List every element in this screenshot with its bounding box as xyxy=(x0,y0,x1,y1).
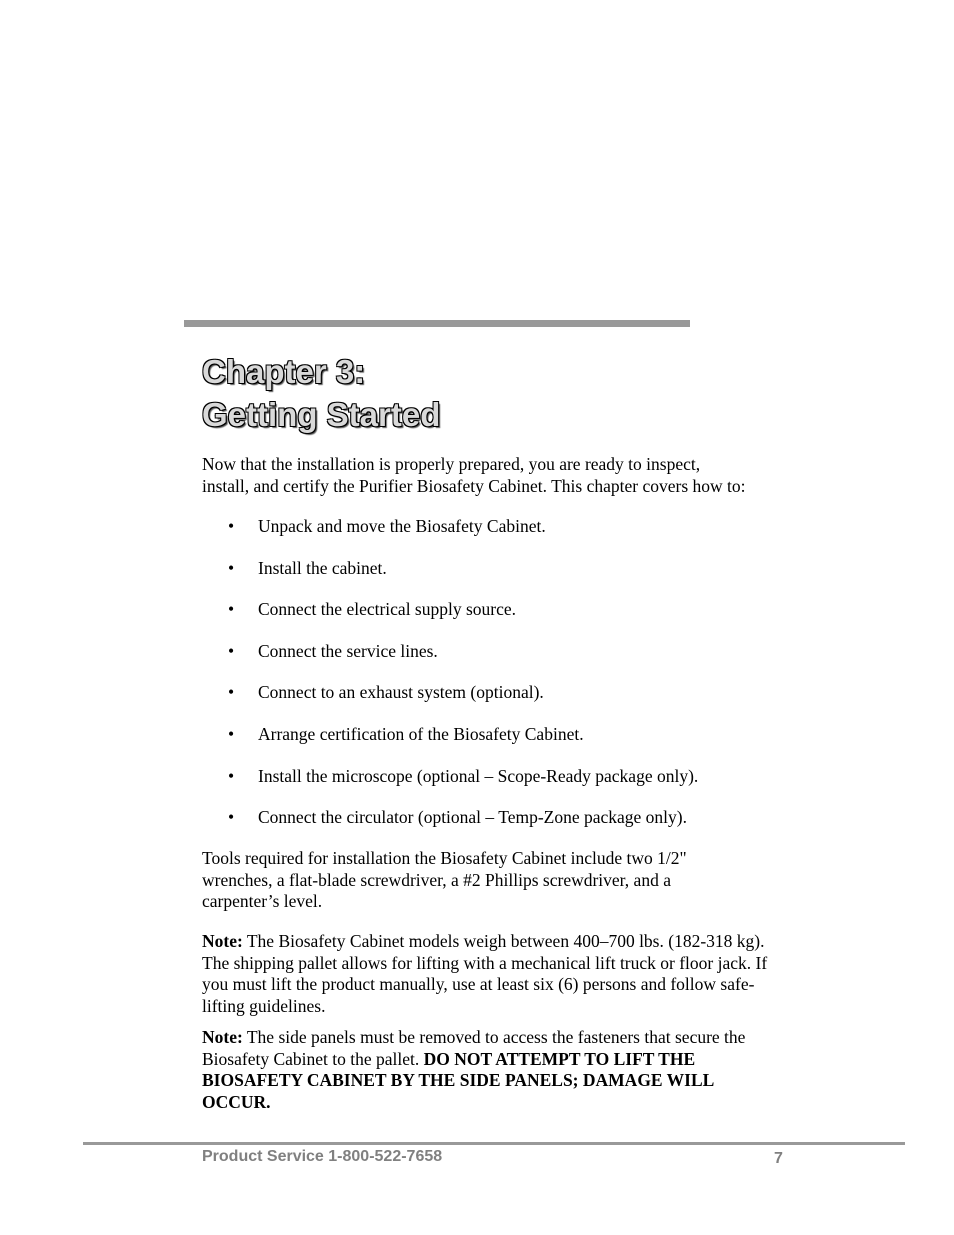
list-item xyxy=(228,516,698,558)
note-text: The Biosafety Cabinet models weigh between 400–700 lbs. (182-318 kg). xyxy=(242,931,765,951)
list-item-text: Install the cabinet. xyxy=(258,557,387,578)
note-label: Note: xyxy=(202,931,243,951)
bullet-icon: • xyxy=(228,723,235,744)
bullet-icon: • xyxy=(228,765,235,786)
chapter-top-rule xyxy=(184,320,690,327)
side-panel-note xyxy=(202,1027,822,1113)
list-item xyxy=(228,682,698,724)
bullet-icon: • xyxy=(228,516,235,536)
bullet-icon: • xyxy=(228,557,235,578)
list-item xyxy=(228,641,698,683)
footer-rule xyxy=(83,1142,905,1145)
intro-line: install, and certify the Purifier Biosafety Cabinet. This chapter covers how to: xyxy=(202,475,746,496)
list-item xyxy=(228,724,698,766)
page-number: 7 xyxy=(774,1150,783,1167)
bullet-icon: • xyxy=(228,599,235,620)
chapter-title xyxy=(202,350,440,436)
chapter-name: Getting Started xyxy=(202,396,441,433)
note-label: Note: xyxy=(202,1027,243,1047)
note-text: Biosafety Cabinet to the pallet. xyxy=(202,1048,424,1069)
list-item xyxy=(228,766,698,808)
bullet-icon: • xyxy=(228,807,235,828)
intro-line: Now that the installation is properly prepared, you are ready to inspect, xyxy=(202,454,701,474)
weight-note xyxy=(202,931,822,1017)
note-text: The side panels must be removed to access the fasteners that secure the xyxy=(242,1027,746,1047)
tools-paragraph xyxy=(202,848,822,913)
list-item-text: Connect the electrical supply source. xyxy=(258,599,517,620)
list-item-text: Unpack and move the Biosafety Cabinet. xyxy=(258,516,546,536)
chapter-number: Chapter 3: xyxy=(202,353,366,390)
list-item-text: Connect the service lines. xyxy=(258,640,438,661)
bullet-icon: • xyxy=(228,682,235,703)
bullet-icon: • xyxy=(228,640,235,661)
list-item xyxy=(228,599,698,641)
note-text: lifting guidelines. xyxy=(202,995,326,1016)
tools-line: Tools required for installation the Biosafety Cabinet include two 1/2" xyxy=(202,848,687,868)
warning-text: OCCUR. xyxy=(202,1091,271,1112)
list-item-text: Arrange certification of the Biosafety Cabinet. xyxy=(258,723,584,744)
tools-line: carpenter’s level. xyxy=(202,891,323,911)
tools-line: wrenches, a flat-blade screwdriver, a #2 Phillips screwdriver, and a xyxy=(202,869,671,890)
warning-text: DO NOT ATTEMPT TO LIFT THE xyxy=(423,1048,696,1069)
footer-service-phone: Product Service 1-800-522-7658 xyxy=(202,1148,443,1165)
warning-text: BIOSAFETY CABINET BY THE SIDE PANELS; DAMAGE WILL xyxy=(202,1070,715,1090)
list-item xyxy=(228,807,698,849)
list-item xyxy=(228,558,698,600)
task-list xyxy=(228,516,698,849)
list-item-text: Connect the circulator (optional – Temp-Zone package only). xyxy=(258,807,687,828)
list-item-text: Install the microscope (optional – Scope-Ready package only). xyxy=(258,765,699,786)
intro-paragraph xyxy=(202,454,822,497)
list-item-text: Connect to an exhaust system (optional). xyxy=(258,682,544,703)
note-text: The shipping pallet allows for lifting with a mechanical lift truck or floor jack. If xyxy=(202,952,768,973)
note-text: you must lift the product manually, use at least six (6) persons and follow safe- xyxy=(202,974,755,994)
